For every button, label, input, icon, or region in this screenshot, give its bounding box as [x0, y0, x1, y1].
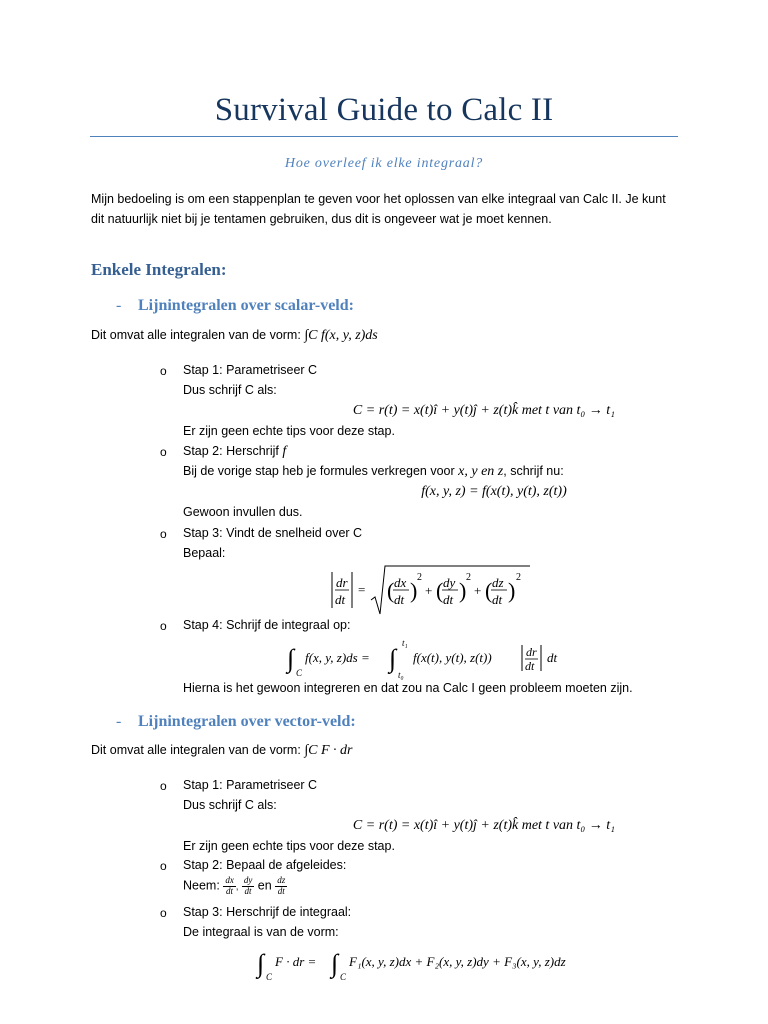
equals-sign: = — [358, 582, 366, 597]
frac-num: dx — [394, 575, 407, 590]
scalar-form-line — [91, 328, 378, 344]
scalar-step1-line2: Dus schrijf C als: — [183, 383, 277, 397]
frac-den: dt — [492, 592, 503, 607]
frac-num: dr — [336, 575, 348, 590]
scalar-step3-line2: Bepaal: — [183, 546, 226, 560]
scalar-integral-formula — [285, 635, 575, 681]
scalar-step2-title-line — [183, 444, 286, 460]
integral-sign: ∫ — [257, 949, 265, 978]
paren: ) — [508, 578, 516, 603]
scalar-step2-line2-math: x, y en z — [458, 464, 504, 479]
scalar-step2-note: Gewoon invullen dus. — [183, 505, 303, 519]
integral-sign: ∫ — [287, 644, 295, 673]
integral-subscript: C — [296, 668, 303, 678]
plus-sign: + — [474, 583, 482, 598]
frac-den: dt — [443, 592, 454, 607]
frac-den: dt — [394, 592, 405, 607]
vector-step3-title: Stap 3: Herschrijf de integraal: — [183, 905, 352, 919]
list-marker: o — [160, 859, 167, 873]
frac-num: dr — [526, 645, 537, 659]
vector-form-line — [91, 743, 353, 759]
list-marker: o — [160, 527, 167, 541]
paren: ) — [459, 578, 467, 603]
bullet-dash: - — [116, 297, 122, 314]
document-subtitle: Hoe overleef ik elke integraal? — [284, 156, 484, 171]
differential: dt — [547, 650, 558, 665]
subsection-heading-vector-text: Lijnintegralen over vector-veld: — [138, 713, 356, 730]
subsection-heading-scalar-text: Lijnintegralen over scalar-veld: — [138, 297, 354, 314]
scalar-step2-formula: f(x, y, z) = f(x(t), y(t), z(t)) — [421, 484, 567, 499]
integral-subscript: C — [266, 972, 273, 982]
speed-formula — [325, 560, 535, 618]
vector-step2-en: en — [257, 878, 272, 893]
vector-step2-neem-line: Neem: $\frac{dx}{dt}$ , $\frac{dy}{dt}$ en $\frac{dz}{dt}$ — [183, 875, 286, 896]
scalar-step1-formula: C = r(t) = x(t)î + y(t)ĵ + z(t)k̂ met t van t₀ → t₁ — [352, 403, 616, 418]
paren: ) — [410, 578, 418, 603]
integral-sign: ∫ — [389, 644, 397, 673]
scalar-form-text: Dit omvat alle integralen van de vorm: — [91, 328, 301, 342]
scalar-step2-title-math: f — [282, 444, 287, 459]
intro-paragraph: Mijn bedoeling is om een stappenplan te geven voor het oplossen van elke integraal van Calc II. Je kunt dit natuurlijk niet bij je tentamen gebruiken, dus dit is ongeveer wat je moet kennen. — [91, 192, 666, 226]
document-title: Survival Guide to Calc II — [214, 92, 554, 128]
vector-step1-line2: Dus schrijf C als: — [183, 798, 277, 812]
scalar-step1-title: Stap 1: Parametriseer C — [183, 363, 318, 377]
list-marker: o — [160, 364, 167, 378]
exponent: 2 — [417, 572, 422, 583]
integral-upper-limit: t₁ — [402, 638, 408, 648]
integrand: f(x(t), y(t), z(t)) — [413, 650, 492, 665]
vector-step1-note: Er zijn geen echte tips voor deze stap. — [183, 839, 395, 853]
frac-den: dt — [525, 659, 535, 673]
section-heading-enkele-integralen: Enkele Integralen: — [91, 260, 227, 279]
subsection-heading-vector — [116, 713, 356, 731]
integral-lower-limit: t₀ — [398, 670, 404, 680]
frac-num: dz — [492, 575, 504, 590]
scalar-step3-title: Stap 3: Vindt de snelheid over C — [183, 526, 363, 540]
vector-integral-formula — [255, 940, 615, 984]
scalar-step2-line2 — [183, 464, 564, 480]
dz-dt-fraction: $\frac{dz}{dt}$ — [277, 875, 286, 896]
exponent: 2 — [466, 572, 471, 583]
scalar-step4-note: Hierna is het gewoon integreren en dat zou na Calc I geen probleem moeten zijn. — [183, 681, 633, 695]
integral-subscript: C — [340, 972, 347, 982]
scalar-step1-note: Er zijn geen echte tips voor deze stap. — [183, 424, 395, 438]
scalar-step2-line2-b: , schrijf nu: — [503, 464, 564, 478]
dx-dt-fraction: $\frac{dx}{dt}$ — [225, 875, 234, 896]
vector-step2-neem: Neem: — [183, 878, 220, 893]
list-marker: o — [160, 779, 167, 793]
list-marker: o — [160, 619, 167, 633]
vector-form-text: Dit omvat alle integralen van de vorm: — [91, 743, 301, 757]
subsection-heading-scalar — [116, 297, 354, 315]
exponent: 2 — [516, 572, 521, 583]
integral-sign: ∫ — [331, 949, 339, 978]
scalar-step2-line2-a: Bij de vorige stap heb je formules verkregen voor — [183, 464, 455, 478]
scalar-step2-title: Stap 2: Herschrijf — [183, 444, 279, 458]
list-marker: o — [160, 906, 167, 920]
frac-den: dt — [335, 592, 346, 607]
vector-step1-title: Stap 1: Parametriseer C — [183, 778, 318, 792]
scalar-form-math: ∫C f(x, y, z)ds — [304, 328, 378, 343]
integrand: F · dr = — [275, 954, 317, 969]
scalar-step4-title: Stap 4: Schrijf de integraal op: — [183, 618, 351, 632]
vector-step2-title: Stap 2: Bepaal de afgeleides: — [183, 858, 347, 872]
list-marker: o — [160, 445, 167, 459]
plus-sign: + — [425, 583, 433, 598]
vector-form-math: ∫C F · dr — [304, 743, 353, 758]
dy-dt-fraction: $\frac{dy}{dt}$ — [243, 875, 253, 896]
vector-step1-formula: C = r(t) = x(t)î + y(t)ĵ + z(t)k̂ met t van t₀ → t₁ — [352, 818, 616, 833]
paren: ( — [485, 578, 493, 603]
vector-step3-line2: De integraal is van de vorm: — [183, 925, 339, 939]
integrand: F₁(x, y, z)dx + F₂(x, y, z)dy + F₃(x, y, z)dz — [349, 954, 566, 969]
bullet-dash: - — [116, 713, 122, 730]
frac-num: dy — [443, 575, 456, 590]
title-rule — [90, 136, 678, 137]
integrand: f(x, y, z)ds = — [305, 650, 370, 665]
paren: ( — [436, 578, 444, 603]
paren: ( — [387, 578, 395, 603]
